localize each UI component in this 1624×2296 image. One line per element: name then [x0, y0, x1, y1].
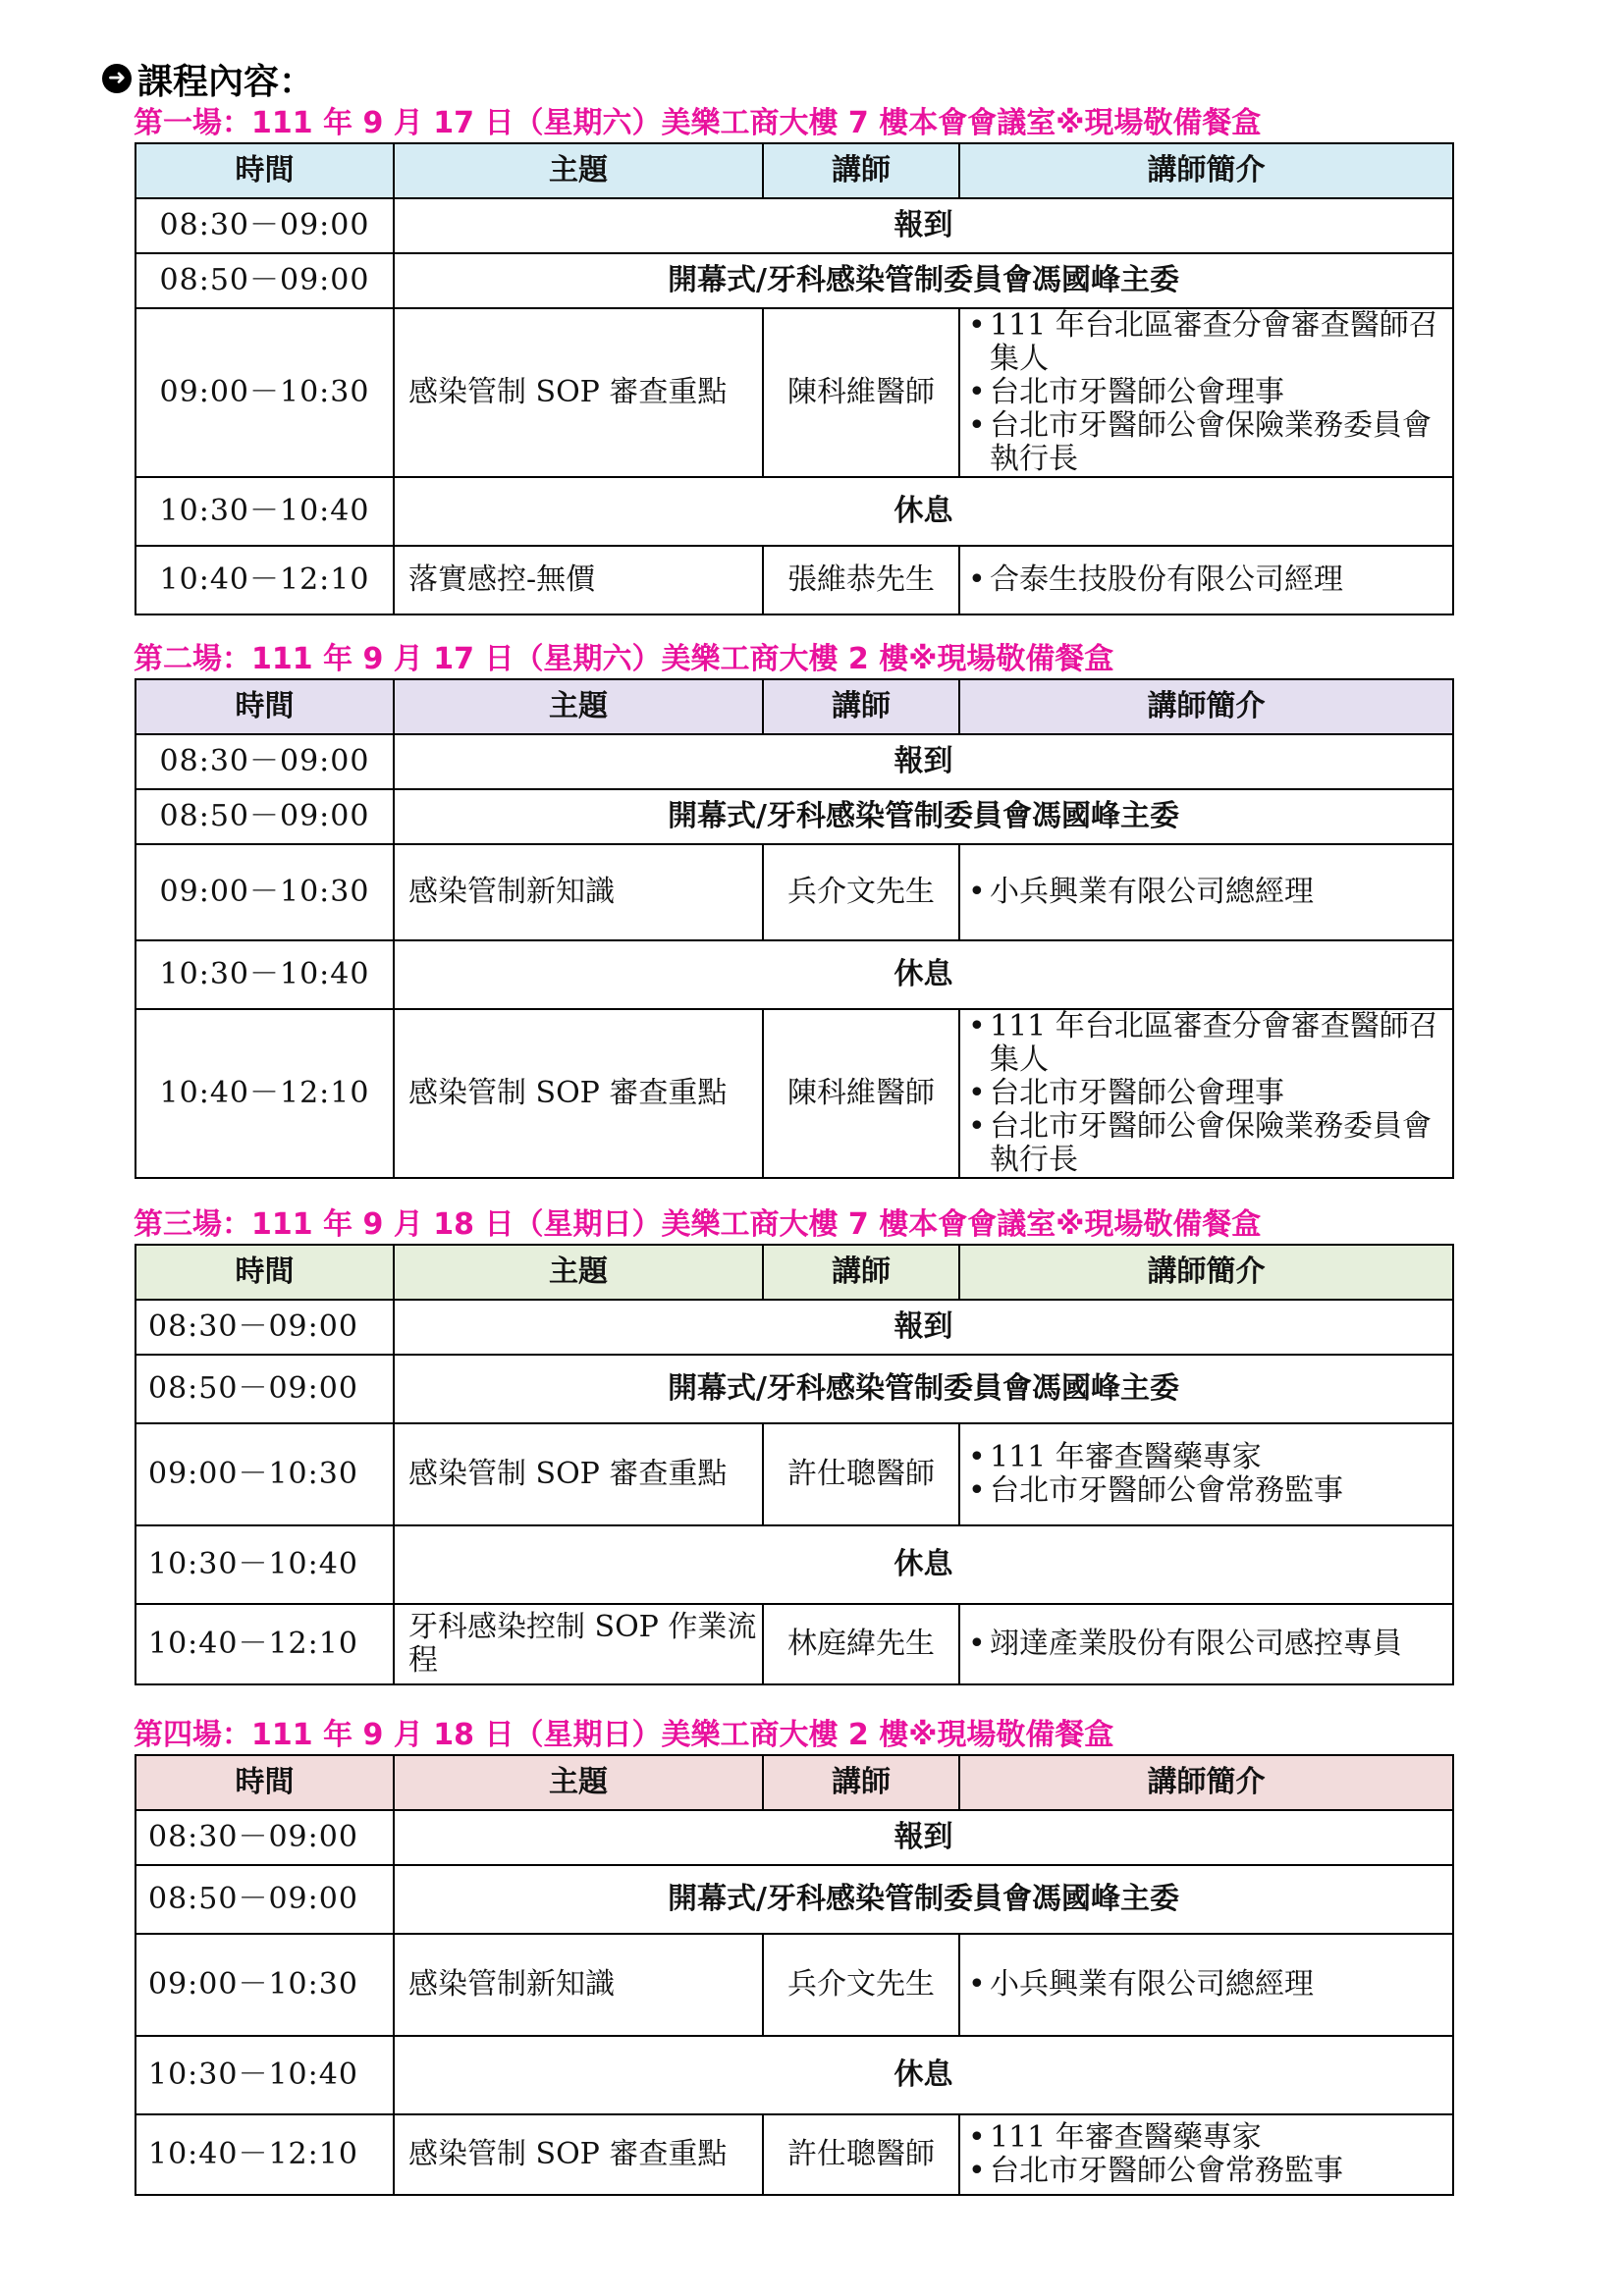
time-cell: 10:30－10:40: [135, 1525, 394, 1604]
intro-item: [968, 2155, 1452, 2188]
time-cell: 10:40－12:10: [135, 1604, 394, 1684]
bullet-icon: •: [968, 375, 986, 409]
time-cell: 10:30－10:40: [135, 2036, 394, 2114]
header-intro: 講師簡介: [959, 1245, 1453, 1300]
header-topic: 主題: [394, 1245, 763, 1300]
header-intro: 講師簡介: [959, 679, 1453, 734]
table-header-row: [135, 1755, 1453, 1810]
time-cell: 08:30－09:00: [135, 198, 394, 253]
intro-text: 111 年台北區審查分會審查醫師召集人: [990, 1009, 1438, 1077]
session-title: 第三場：111 年 9 月 18 日（星期日）美樂工商大樓 7 樓本會會議室※現場敬備餐盒: [134, 1207, 1262, 1242]
table-row: [135, 2036, 1453, 2114]
speaker-cell: 林庭緯先生: [763, 1604, 959, 1684]
time-cell: 08:50－09:00: [135, 789, 394, 844]
time-cell: 08:50－09:00: [135, 253, 394, 308]
table-row: [135, 477, 1453, 546]
intro-item: [968, 1110, 1452, 1177]
time-cell: 09:00－10:30: [135, 844, 394, 940]
table-row: [135, 2114, 1453, 2195]
table-row: [135, 844, 1453, 940]
intro-text: 小兵興業有限公司總經理: [990, 1967, 1314, 2002]
merged-cell: 休息: [394, 477, 1453, 546]
merged-cell: 報到: [394, 198, 1453, 253]
merged-cell: 休息: [394, 940, 1453, 1009]
merged-cell: 休息: [394, 1525, 1453, 1604]
table-row: [135, 308, 1453, 477]
header-speaker: 講師: [763, 1245, 959, 1300]
topic-cell: 感染管制 SOP 審查重點: [394, 1423, 763, 1525]
time-cell: 09:00－10:30: [135, 1934, 394, 2036]
header-intro: 講師簡介: [959, 143, 1453, 198]
bullet-icon: •: [968, 562, 986, 597]
table-header-row: [135, 679, 1453, 734]
merged-cell: 報到: [394, 734, 1453, 789]
schedule-table: [135, 142, 1454, 615]
table-row: [135, 1934, 1453, 2036]
table-row: [135, 1525, 1453, 1604]
intro-text: 111 年審查醫藥專家: [990, 2120, 1262, 2155]
intro-cell: [959, 844, 1453, 940]
intro-text: 小兵興業有限公司總經理: [990, 875, 1314, 909]
bullet-icon: •: [968, 2120, 986, 2155]
topic-cell: 牙科感染控制 SOP 作業流程: [394, 1604, 763, 1684]
table-header-row: [135, 143, 1453, 198]
speaker-cell: 兵介文先生: [763, 1934, 959, 2036]
intro-item: [968, 376, 1452, 409]
intro-item: [968, 876, 1452, 909]
bullet-icon: •: [968, 408, 986, 443]
table-row: [135, 198, 1453, 253]
schedule-table: [135, 678, 1454, 1179]
time-cell: 10:40－12:10: [135, 1009, 394, 1178]
bullet-icon: •: [968, 1109, 986, 1144]
table-row: [135, 253, 1453, 308]
intro-item: [968, 2121, 1452, 2155]
bullet-icon: •: [968, 875, 986, 909]
time-cell: 08:50－09:00: [135, 1865, 394, 1934]
header-topic: 主題: [394, 143, 763, 198]
speaker-cell: 許仕聰醫師: [763, 1423, 959, 1525]
header-intro: 講師簡介: [959, 1755, 1453, 1810]
speaker-cell: 陳科維醫師: [763, 308, 959, 477]
topic-cell: 感染管制新知識: [394, 1934, 763, 2036]
table-row: [135, 1865, 1453, 1934]
bullet-icon: •: [968, 2154, 986, 2188]
table-row: [135, 1009, 1453, 1178]
time-cell: 10:30－10:40: [135, 940, 394, 1009]
time-cell: 08:30－09:00: [135, 734, 394, 789]
time-cell: 10:40－12:10: [135, 546, 394, 614]
intro-cell: [959, 1934, 1453, 2036]
table-row: [135, 789, 1453, 844]
table-row: [135, 734, 1453, 789]
bullet-icon: •: [968, 1967, 986, 2002]
intro-text: 台北市牙醫師公會常務監事: [990, 2154, 1343, 2188]
intro-text: 111 年審查醫藥專家: [990, 1440, 1262, 1474]
session-title: 第一場：111 年 9 月 17 日（星期六）美樂工商大樓 7 樓本會會議室※現場敬備餐盒: [134, 106, 1262, 140]
speaker-cell: 許仕聰醫師: [763, 2114, 959, 2195]
header-speaker: 講師: [763, 143, 959, 198]
table-row: [135, 546, 1453, 614]
intro-text: 台北市牙醫師公會保險業務委員會執行長: [990, 1109, 1432, 1177]
merged-cell: 開幕式/牙科感染管制委員會馮國峰主委: [394, 789, 1453, 844]
header-topic: 主題: [394, 1755, 763, 1810]
table-row: [135, 1355, 1453, 1423]
merged-cell: 報到: [394, 1300, 1453, 1355]
bullet-icon: •: [968, 1627, 986, 1661]
session-title: 第二場：111 年 9 月 17 日（星期六）美樂工商大樓 2 樓※現場敬備餐盒: [134, 642, 1114, 676]
schedule-table: [135, 1244, 1454, 1685]
schedule-table: [135, 1754, 1454, 2196]
header-time: 時間: [135, 1755, 394, 1810]
table-row: [135, 940, 1453, 1009]
merged-cell: 開幕式/牙科感染管制委員會馮國峰主委: [394, 253, 1453, 308]
merged-cell: 休息: [394, 2036, 1453, 2114]
bullet-icon: •: [968, 1440, 986, 1474]
intro-cell: [959, 546, 1453, 614]
merged-cell: 報到: [394, 1810, 1453, 1865]
speaker-cell: 陳科維醫師: [763, 1009, 959, 1178]
intro-cell: [959, 308, 1453, 477]
intro-text: 111 年台北區審查分會審查醫師召集人: [990, 308, 1438, 376]
table-row: [135, 1423, 1453, 1525]
bullet-icon: •: [968, 1473, 986, 1508]
table-row: [135, 1300, 1453, 1355]
merged-cell: 開幕式/牙科感染管制委員會馮國峰主委: [394, 1865, 1453, 1934]
merged-cell: 開幕式/牙科感染管制委員會馮國峰主委: [394, 1355, 1453, 1423]
header-time: 時間: [135, 143, 394, 198]
time-cell: 08:30－09:00: [135, 1300, 394, 1355]
intro-item: [968, 563, 1452, 597]
time-cell: 10:30－10:40: [135, 477, 394, 546]
intro-text: 台北市牙醫師公會常務監事: [990, 1473, 1343, 1508]
time-cell: 08:30－09:00: [135, 1810, 394, 1865]
intro-text: 台北市牙醫師公會理事: [990, 1076, 1284, 1110]
page-heading-text: 課程內容：: [137, 61, 315, 102]
intro-cell: [959, 1009, 1453, 1178]
time-cell: 08:50－09:00: [135, 1355, 394, 1423]
table-row: [135, 1604, 1453, 1684]
intro-item: [968, 1077, 1452, 1110]
intro-item: [968, 1010, 1452, 1077]
speaker-cell: 兵介文先生: [763, 844, 959, 940]
topic-cell: 感染管制新知識: [394, 844, 763, 940]
intro-cell: [959, 1423, 1453, 1525]
table-row: [135, 1810, 1453, 1865]
page-heading: [102, 55, 314, 102]
intro-item: [968, 409, 1452, 476]
arrow-right-circle-icon: ➜: [102, 64, 132, 93]
time-cell: 09:00－10:30: [135, 308, 394, 477]
time-cell: 09:00－10:30: [135, 1423, 394, 1525]
topic-cell: 感染管制 SOP 審查重點: [394, 308, 763, 477]
intro-item: [968, 309, 1452, 376]
time-cell: 10:40－12:10: [135, 2114, 394, 2195]
speaker-cell: 張維恭先生: [763, 546, 959, 614]
header-time: 時間: [135, 1245, 394, 1300]
intro-item: [968, 1968, 1452, 2002]
intro-item: [968, 1628, 1452, 1661]
topic-cell: 感染管制 SOP 審查重點: [394, 1009, 763, 1178]
intro-text: 台北市牙醫師公會保險業務委員會執行長: [990, 408, 1432, 476]
intro-item: [968, 1441, 1452, 1474]
header-speaker: 講師: [763, 679, 959, 734]
header-speaker: 講師: [763, 1755, 959, 1810]
bullet-icon: •: [968, 1076, 986, 1110]
intro-cell: [959, 1604, 1453, 1684]
bullet-icon: •: [968, 308, 986, 343]
topic-cell: 落實感控-無價: [394, 546, 763, 614]
session-title: 第四場：111 年 9 月 18 日（星期日）美樂工商大樓 2 樓※現場敬備餐盒: [134, 1718, 1114, 1752]
intro-text: 翊達產業股份有限公司感控專員: [990, 1627, 1402, 1661]
intro-text: 合泰生技股份有限公司經理: [990, 562, 1343, 597]
topic-cell: 感染管制 SOP 審查重點: [394, 2114, 763, 2195]
intro-text: 台北市牙醫師公會理事: [990, 375, 1284, 409]
header-time: 時間: [135, 679, 394, 734]
intro-item: [968, 1474, 1452, 1508]
bullet-icon: •: [968, 1009, 986, 1043]
table-header-row: [135, 1245, 1453, 1300]
intro-cell: [959, 2114, 1453, 2195]
header-topic: 主題: [394, 679, 763, 734]
